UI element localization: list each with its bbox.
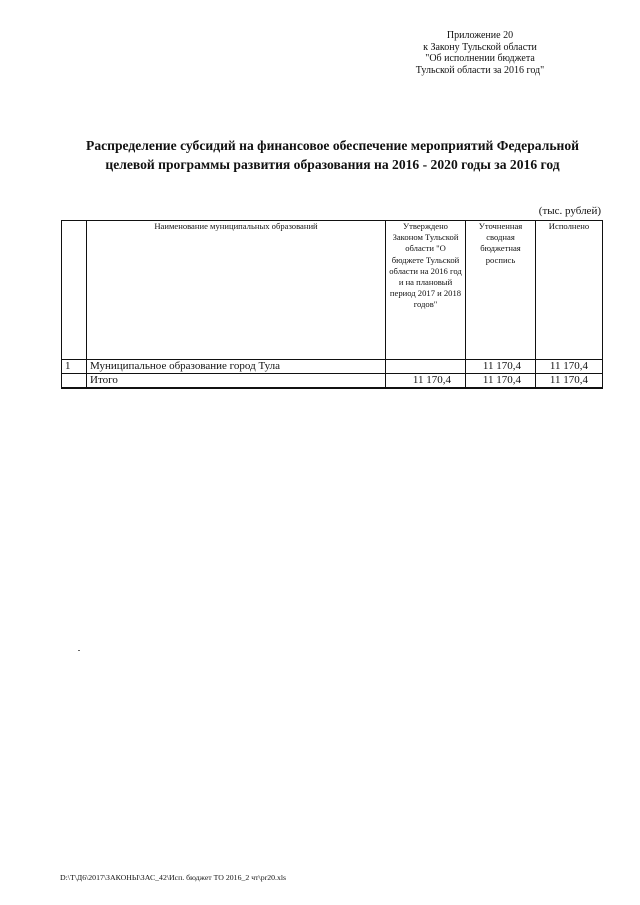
row-executed: 11 170,4 [536,360,603,374]
total-approved: 11 170,4 [386,374,466,389]
appendix-line-1: Приложение 20 [446,30,514,41]
header-name: Наименование муниципальных образований [87,221,386,360]
file-path-footer: D:\Т\Д6\2017\ЗАКОНЫ\ЗАС_42\Исп. бюджет ТО 2016_2 чт\pr20.xls [60,873,287,882]
row-num: 1 [62,360,87,374]
row-approved [386,360,466,374]
total-label: Итого [87,374,386,389]
total-executed: 11 170,4 [536,374,603,389]
subsidy-table [61,220,603,389]
header-executed: Исполнено [536,221,603,360]
table-header-row [62,221,603,360]
total-revised: 11 170,4 [466,374,536,389]
units-note: (тыс. рублей) [538,205,601,217]
title-line-2: целевой программы развития образования на 2016 - 2020 годы за 2016 год [105,157,560,172]
title-line-1: Распределение субсидий на финансовое обеспечение мероприятий Федеральной [86,138,579,153]
table-row [62,360,603,374]
scan-speck [78,650,80,651]
total-num [62,374,87,389]
appendix-line-4: Тульской области за 2016 год" [415,64,545,76]
row-revised: 11 170,4 [466,360,536,374]
appendix-line-2: к Закону Тульской области [423,41,537,53]
header-num [62,221,87,360]
row-name: Муниципальное образование город Тула [87,360,386,374]
appendix-heading [380,30,580,76]
header-revised: Уточненная сводная бюджетная роспись [466,221,536,360]
document-title [60,136,605,174]
header-approved: Утверждено Законом Тульской области "О бюджете Тульской области на 2016 год и на плановый период 2017 и 2018 годов" [386,221,466,360]
total-row [62,374,603,389]
appendix-line-3: "Об исполнении бюджета [425,53,535,64]
